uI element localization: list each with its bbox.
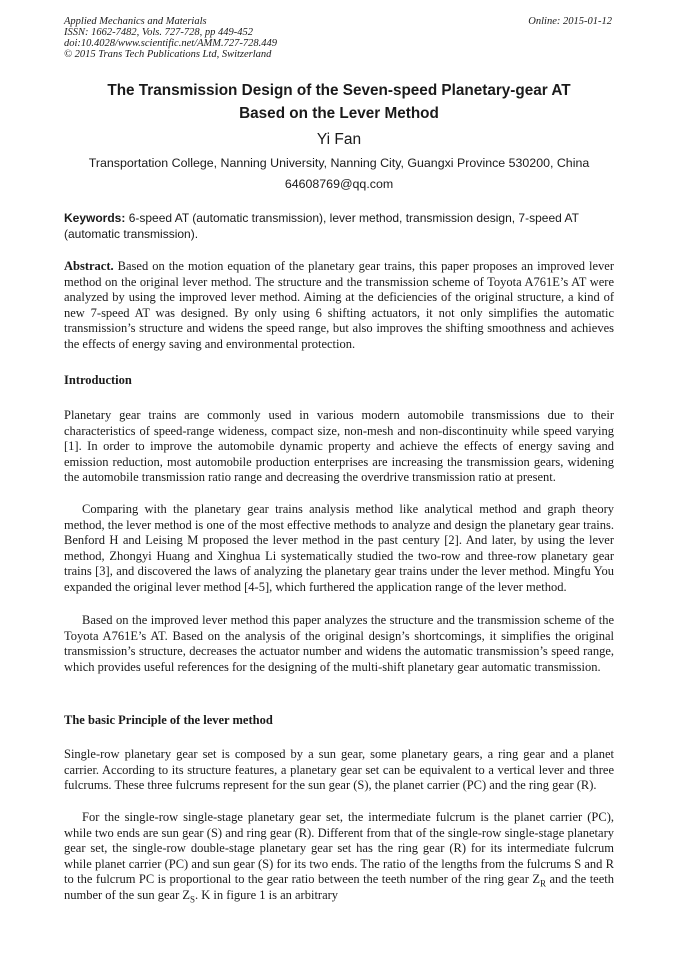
intro-paragraph-1: Planetary gear trains are commonly used in various modern automobile transmissions due to their characteristics of speed-range wideness, compact size, non-mesh and non-discontinuity while speed varying [1]. In order to improve the automobile dynamic property and achieve the effects of energy saving and emission reduction, most automobile production enterprises are increasing the transmission gears, widening the automobile transmission ratio range and decreasing the overdrive transmission ratio at present. [64,408,614,484]
journal-header [64,16,277,60]
sun-gear-subscript: S [190,894,196,904]
author-affiliation-block [40,153,638,195]
journal-copyright: © 2015 Trans Tech Publications Ltd, Switzerland [64,49,272,60]
keywords-text: 6-speed AT (automatic transmission), lever method, transmission design, 7-speed AT (automatic transmission). [64,211,579,241]
keywords [64,211,614,242]
intro-paragraph-3: Based on the improved lever method this paper analyzes the structure and the transmission scheme of the Toyota A761E’s AT. Based on the analysis of the original design’s shortcomings, it simplifies the original transmission’s structure, decreases the actuator number and widens the automatic transmission’s speed range, which provides useful references for the designing of the multi-shift planetary gear automatic transmission. [64,613,614,674]
principle-text-a: For the single-row single-stage planetary gear set, the intermediate fulcrum is the planet carrier (PC), while two ends are sun gear (S) and ring gear (R). Different from that of the single-row single-stage planetary gear set, the single-row double-stage planetary gear set has the ring gear (R) for its intermediate fulcrum while planet carrier (PC) and sun gear (S) for its two ends. The ratio of the lengths from the fulcrums S and R to the fulcrum PC is proportional to the gear ratio between the teeth number of the ring gear Z [64,810,614,886]
principle-paragraph-1: Single-row planetary gear set is composed by a sun gear, some planetary gears, a ring gear and a planet carrier. According to its structure features, a planetary gear set can be equivalent to a vertical lever and three fulcrums. These three fulcrums represent for the sun gear (S), the planet carrier (PC) and the ring gear (R). [64,747,614,792]
journal-doi: doi:10.4028/www.scientific.net/AMM.727-728.449 [64,38,277,49]
intro-paragraph-2: Comparing with the planetary gear trains analysis method like analytical method and graph theory method, the lever method is one of the most effective methods to analyze and design the planetary gear trains. Benford H and Leising M proposed the lever method in the past century [2]. And later, by using the lever method, Zhongyi Huang and Xinghua Li systematically studied the two-row and three-row planetary gear trains [3], and discovered the laws of analyzing the planetary gear trains under the lever method. Mingfu You expanded the original lever method [4-5], which furthered the application range of the lever method. [64,502,614,594]
ring-gear-subscript: R [539,878,546,889]
journal-name: Applied Mechanics and Materials [64,16,207,27]
keywords-label: Keywords: [64,211,126,225]
section-heading-introduction: Introduction [64,373,132,387]
paper-title-line-2: Based on the Lever Method [239,105,439,122]
principle-text-c: . K in figure 1 is an arbitrary [195,887,339,902]
online-date: Online: 2015-01-12 [528,16,612,27]
section-heading-principle: The basic Principle of the lever method [64,713,273,727]
abstract [64,259,614,352]
principle-paragraph-2 [64,810,614,903]
affiliation: Transportation College, Nanning University, Nanning City, Guangxi Province 530200, China [88,156,590,170]
author-name: Yi Fan [316,131,362,148]
journal-issn: ISSN: 1662-7482, Vols. 727-728, pp 449-452 [64,27,253,38]
principle-text-b: and the teeth number of the sun gear Z [64,872,614,902]
abstract-label: Abstract. [64,259,114,273]
paper-title [40,79,638,125]
abstract-text: Based on the motion equation of the planetary gear trains, this paper proposes an improved lever method on the original lever method. The structure and the transmission scheme of Toyota A761E’s AT were analyzed by using the improved lever method. Aiming at the deficiencies of the original structure, a kind of new 7-speed AT was designed. By only using 6 shifting actuators, it not only simplifies the automatic transmission’s structure and widens the speed range, but also improves the shifting smoothness and achieves the effects of energy saving and environmental protection. [64,259,615,351]
paper-title-line-1: The Transmission Design of the Seven-speed Planetary-gear AT [107,82,571,99]
author-email: 64608769@qq.com [284,177,394,191]
